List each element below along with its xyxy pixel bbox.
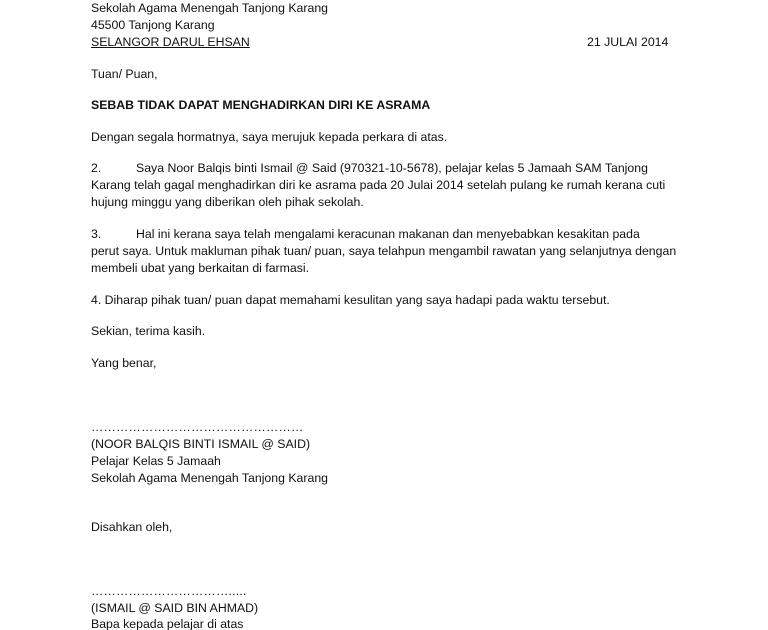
opening-sentence: Dengan segala hormatnya, saya merujuk kepada perkara di atas. — [91, 130, 448, 144]
paragraph-2-number: 2. — [91, 161, 102, 175]
verified-by: Disahkan oleh, — [91, 520, 173, 534]
signature-line-student: …………………………………………… — [91, 420, 304, 434]
student-name: (NOOR BALQIS BINTI ISMAIL @ SAID) — [91, 437, 311, 451]
salutation: Tuan/ Puan, — [91, 67, 158, 81]
address-postcode-town: 45500 Tanjong Karang — [91, 18, 215, 32]
parent-role: Bapa kepada pelajar di atas — [91, 617, 244, 630]
student-role: Pelajar Kelas 5 Jamaah — [91, 454, 221, 468]
student-school: Sekolah Agama Menengah Tanjong Karang — [91, 471, 329, 485]
address-state: SELANGOR DARUL EHSAN — [91, 35, 250, 49]
signature-line-parent: ……………………………..... — [91, 584, 247, 598]
parent-name: (ISMAIL @ SAID BIN AHMAD) — [91, 601, 259, 615]
closing-sentence: Sekian, terima kasih. — [91, 324, 206, 338]
paragraph-3-first-line: Hal ini kerana saya telah mengalami keracunan makanan dan menyebabkan kesakitan pada — [136, 227, 640, 241]
paragraph-2-rest: Karang telah gagal menghadirkan diri ke asrama pada 20 Julai 2014 setelah pulang ke rumah kerana cuti hujung minggu yang diberikan oleh pihak sekolah. — [91, 178, 666, 209]
paragraph-3 — [91, 226, 683, 277]
address-school: Sekolah Agama Menengah Tanjong Karang — [91, 1, 329, 15]
paragraph-3-rest: perut saya. Untuk makluman pihak tuan/ puan, saya telahpun mengambil rawatan yang selanjutnya dengan membeli ubat yang berkaitan di farmasi. — [91, 244, 677, 275]
paragraph-3-number: 3. — [91, 227, 102, 241]
paragraph-2 — [91, 160, 683, 211]
paragraph-4: 4. Diharap pihak tuan/ puan dapat memahami kesulitan yang saya hadapi pada waktu tersebut. — [91, 293, 610, 307]
letter-subject: SEBAB TIDAK DAPAT MENGHADIRKAN DIRI KE ASRAMA — [91, 98, 431, 112]
paragraph-2-first-line: Saya Noor Balqis binti Ismail @ Said (970321-10-5678), pelajar kelas 5 Jamaah SAM Tanjong — [136, 161, 648, 175]
letter-date: 21 JULAI 2014 — [587, 35, 669, 49]
yours-truly: Yang benar, — [91, 356, 157, 370]
